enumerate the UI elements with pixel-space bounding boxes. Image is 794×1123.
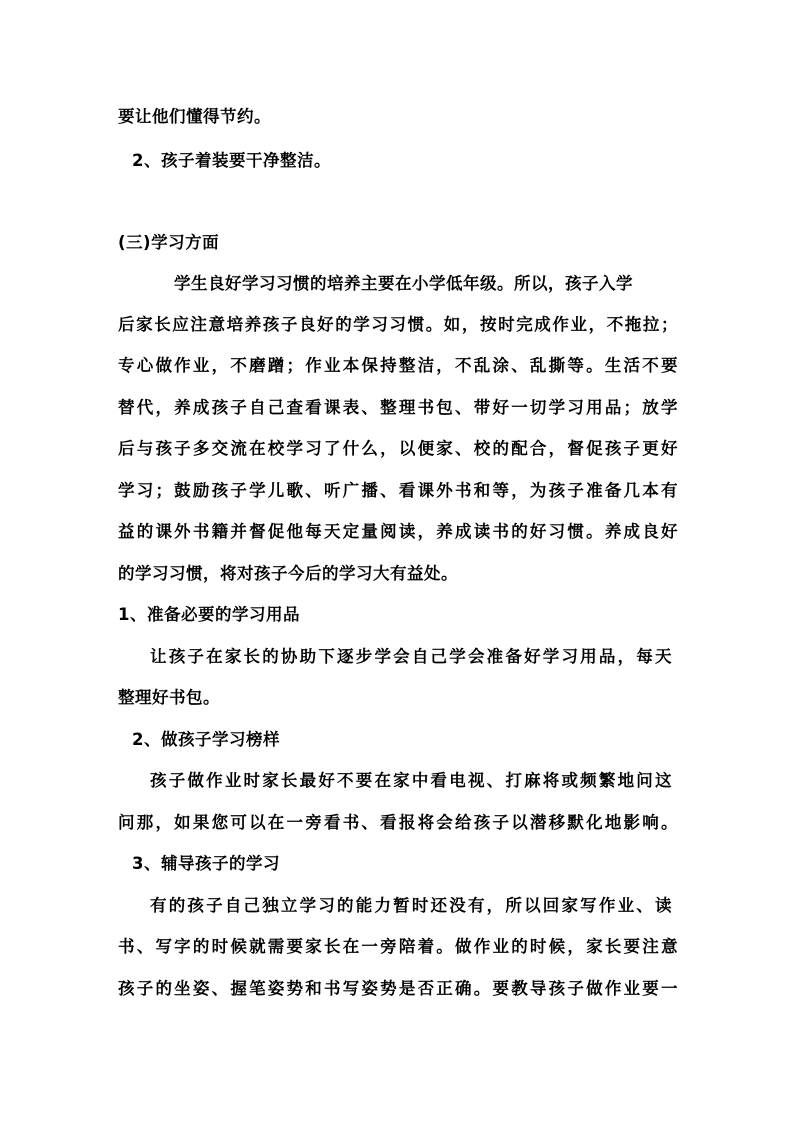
paragraph-line: 孩子的坐姿、握笔姿势和书写姿势是否正确。要教导孩子做作业要一 (118, 979, 678, 998)
paragraph-line: 孩子做作业时家长最好不要在家中看电视、打麻将或频繁地问这 (150, 771, 672, 790)
paragraph-line: 学习；鼓励孩子学儿歌、听广播、看课外书和等，为孩子准备几本有 (118, 481, 678, 500)
paragraph-line: 的学习习惯，将对孩子今后的学习大有益处。 (118, 564, 458, 583)
paragraph-line: 让孩子在家长的协助下逐步学会自己学会准备好学习用品，每天 (150, 647, 672, 666)
paragraph-line: 整理好书包。 (118, 688, 220, 707)
paragraph-line: 后家长应注意培养孩子良好的学习习惯。如，按时完成作业，不拖拉； (118, 315, 678, 334)
paragraph-line: 要让他们懂得节约。 (118, 107, 271, 126)
paragraph-line: 专心做作业，不磨蹭；作业本保持整洁，不乱涂、乱撕等。生活不要 (118, 356, 678, 375)
section-heading: (三)学习方面 (118, 233, 220, 252)
list-item-heading: 1、准备必要的学习用品 (118, 605, 300, 624)
paragraph-line: 问那，如果您可以在一旁看书、看报将会给孩子以潜移默化地影响。 (118, 813, 678, 832)
paragraph-line: 益的课外书籍并督促他每天定量阅读，养成读书的好习惯。养成良好 (118, 522, 678, 541)
paragraph-line: 有的孩子自己独立学习的能力暂时还没有，所以回家写作业、读 (150, 896, 672, 915)
paragraph-line: 替代，养成孩子自己查看课表、整理书包、带好一切学习用品；放学 (118, 398, 678, 417)
paragraph-line: 学生良好学习习惯的培养主要在小学低年级。所以，孩子入学 (174, 274, 633, 293)
list-item-heading: 2、孩子着装要干净整洁。 (132, 151, 331, 170)
list-item-heading: 3、辅导孩子的学习 (132, 854, 280, 873)
list-item-heading: 2、做孩子学习榜样 (132, 730, 280, 749)
paragraph-line: 书、写字的时候就需要家长在一旁陪着。做作业的时候，家长要注意 (118, 937, 678, 956)
paragraph-line: 后与孩子多交流在校学习了什么，以便家、校的配合，督促孩子更好 (118, 439, 678, 458)
